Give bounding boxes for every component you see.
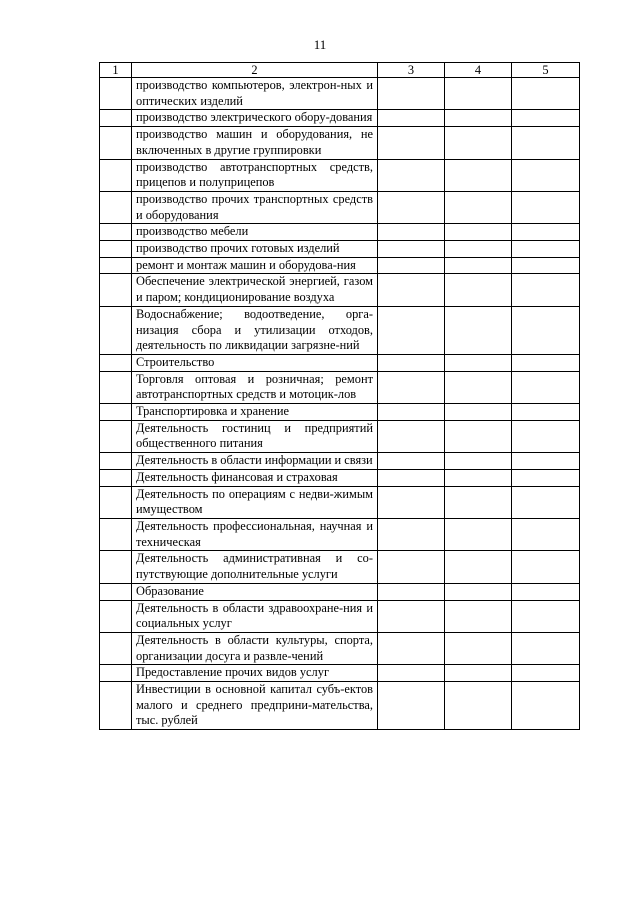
row-description: производство машин и оборудования, не включенных в другие группировки: [132, 127, 378, 159]
table-cell-col-5: [512, 127, 580, 159]
table-row: [100, 354, 580, 371]
table-cell-col-4: [445, 306, 512, 354]
row-description: Деятельность гостиниц и предприятий общественного питания: [132, 420, 378, 452]
table-cell-col-4: [445, 551, 512, 583]
table-cell-col-4: [445, 241, 512, 258]
table-cell-col-1: [100, 583, 132, 600]
table-cell-col-1: [100, 159, 132, 191]
table-cell-col-1: [100, 306, 132, 354]
table-cell-col-5: [512, 600, 580, 632]
table-cell-col-3: [378, 665, 445, 682]
table-cell-col-1: [100, 224, 132, 241]
table-cell-col-4: [445, 191, 512, 223]
row-description: Инвестиции в основной капитал субъ-ектов малого и среднего предприни-мательства, тыс. рублей: [132, 682, 378, 730]
page-number: 11: [313, 37, 327, 52]
table-cell-col-5: [512, 354, 580, 371]
table-row: [100, 665, 580, 682]
table-row: [100, 274, 580, 306]
table-cell-col-1: [100, 682, 132, 730]
table-cell-col-1: [100, 274, 132, 306]
table-header-row: [100, 63, 580, 78]
table-cell-col-3: [378, 110, 445, 127]
row-description: Предоставление прочих видов услуг: [132, 665, 378, 682]
table-cell-col-3: [378, 518, 445, 550]
table-row: [100, 632, 580, 664]
table-cell-col-3: [378, 682, 445, 730]
table-cell-col-1: [100, 257, 132, 274]
table-cell-col-5: [512, 632, 580, 664]
table-cell-col-1: [100, 453, 132, 470]
table-cell-col-5: [512, 551, 580, 583]
table-cell-col-5: [512, 306, 580, 354]
row-description: Деятельность профессиональная, научная и техническая: [132, 518, 378, 550]
table-cell-col-4: [445, 486, 512, 518]
table-cell-col-5: [512, 518, 580, 550]
table-cell-col-3: [378, 241, 445, 258]
table-row: [100, 371, 580, 403]
table-cell-col-5: [512, 224, 580, 241]
table-cell-col-5: [512, 404, 580, 421]
table-cell-col-5: [512, 371, 580, 403]
row-description: Торговля оптовая и розничная; ремонт автотранспортных средств и мотоцик-лов: [132, 371, 378, 403]
column-header-1: 1: [100, 63, 132, 78]
table-cell-col-4: [445, 159, 512, 191]
table-row: [100, 257, 580, 274]
row-description: производство электрического обору-дования: [132, 110, 378, 127]
table-cell-col-1: [100, 518, 132, 550]
table-row: [100, 551, 580, 583]
row-description: производство мебели: [132, 224, 378, 241]
table-cell-col-3: [378, 78, 445, 110]
table-row: [100, 600, 580, 632]
table-cell-col-3: [378, 354, 445, 371]
column-header-3: 3: [378, 63, 445, 78]
table-cell-col-4: [445, 632, 512, 664]
row-description: Обеспечение электрической энергией, газом и паром; кондиционирование воздуха: [132, 274, 378, 306]
row-description: Деятельность в области здравоохране-ния и социальных услуг: [132, 600, 378, 632]
table-cell-col-4: [445, 127, 512, 159]
table-row: [100, 127, 580, 159]
table-cell-col-1: [100, 110, 132, 127]
table-cell-col-4: [445, 404, 512, 421]
table-row: [100, 224, 580, 241]
table-cell-col-4: [445, 78, 512, 110]
table-cell-col-5: [512, 469, 580, 486]
table-cell-col-3: [378, 632, 445, 664]
table-row: [100, 78, 580, 110]
table-cell-col-3: [378, 404, 445, 421]
table-row: [100, 159, 580, 191]
row-description: Деятельность в области информации и связи: [132, 453, 378, 470]
table-cell-col-4: [445, 224, 512, 241]
table-cell-col-1: [100, 486, 132, 518]
table-cell-col-3: [378, 453, 445, 470]
table-cell-col-1: [100, 241, 132, 258]
table-row: [100, 110, 580, 127]
table-cell-col-5: [512, 583, 580, 600]
table-cell-col-3: [378, 127, 445, 159]
row-description: производство автотранспортных средств, прицепов и полуприцепов: [132, 159, 378, 191]
table-cell-col-1: [100, 127, 132, 159]
table-cell-col-3: [378, 600, 445, 632]
table-cell-col-5: [512, 241, 580, 258]
table-cell-col-3: [378, 191, 445, 223]
table-cell-col-4: [445, 274, 512, 306]
table-row: [100, 682, 580, 730]
table-cell-col-3: [378, 486, 445, 518]
table-cell-col-1: [100, 632, 132, 664]
table-cell-col-1: [100, 78, 132, 110]
table-row: [100, 191, 580, 223]
table-body: [100, 78, 580, 730]
row-description: производство прочих готовых изделий: [132, 241, 378, 258]
table-cell-col-1: [100, 665, 132, 682]
table-cell-col-5: [512, 191, 580, 223]
table-cell-col-4: [445, 600, 512, 632]
table-row: [100, 486, 580, 518]
table-row: [100, 469, 580, 486]
table-cell-col-3: [378, 583, 445, 600]
table-row: [100, 453, 580, 470]
table-cell-col-5: [512, 159, 580, 191]
column-header-2: 2: [132, 63, 378, 78]
table-cell-col-4: [445, 682, 512, 730]
table-cell-col-3: [378, 274, 445, 306]
row-description: Транспортировка и хранение: [132, 404, 378, 421]
table-cell-col-5: [512, 110, 580, 127]
table-cell-col-3: [378, 159, 445, 191]
table-cell-col-3: [378, 469, 445, 486]
table-cell-col-4: [445, 354, 512, 371]
table-cell-col-4: [445, 371, 512, 403]
table-cell-col-3: [378, 224, 445, 241]
table-cell-col-1: [100, 371, 132, 403]
row-description: Деятельность по операциям с недви-жимым имуществом: [132, 486, 378, 518]
row-description: Образование: [132, 583, 378, 600]
table-cell-col-1: [100, 354, 132, 371]
table-row: [100, 518, 580, 550]
table-cell-col-1: [100, 469, 132, 486]
table-cell-col-1: [100, 404, 132, 421]
table-cell-col-5: [512, 420, 580, 452]
table-cell-col-1: [100, 191, 132, 223]
table-cell-col-4: [445, 453, 512, 470]
table-cell-col-4: [445, 469, 512, 486]
table-cell-col-4: [445, 420, 512, 452]
table-cell-col-1: [100, 551, 132, 583]
table-cell-col-1: [100, 600, 132, 632]
table-cell-col-4: [445, 257, 512, 274]
table-cell-col-4: [445, 665, 512, 682]
table-cell-col-5: [512, 453, 580, 470]
table-cell-col-5: [512, 486, 580, 518]
table-row: [100, 241, 580, 258]
table-cell-col-5: [512, 682, 580, 730]
table-row: [100, 404, 580, 421]
table-cell-col-3: [378, 257, 445, 274]
column-header-4: 4: [445, 63, 512, 78]
table-cell-col-5: [512, 257, 580, 274]
statistics-table: [99, 62, 580, 730]
row-description: Деятельность финансовая и страховая: [132, 469, 378, 486]
row-description: производство прочих транспортных средств и оборудования: [132, 191, 378, 223]
table-cell-col-4: [445, 110, 512, 127]
row-description: Деятельность в области культуры, спорта, организации досуга и развле-чений: [132, 632, 378, 664]
table-row: [100, 306, 580, 354]
row-description: производство компьютеров, электрон-ных и оптических изделий: [132, 78, 378, 110]
table-cell-col-5: [512, 665, 580, 682]
row-description: ремонт и монтаж машин и оборудова-ния: [132, 257, 378, 274]
table-cell-col-4: [445, 583, 512, 600]
row-description: Деятельность административная и со-путствующие дополнительные услуги: [132, 551, 378, 583]
table-cell-col-3: [378, 306, 445, 354]
row-description: Водоснабжение; водоотведение, орга-низация сбора и утилизации отходов, деятельность по ликвидации загрязне-ний: [132, 306, 378, 354]
table-cell-col-1: [100, 420, 132, 452]
table-cell-col-3: [378, 551, 445, 583]
table-cell-col-5: [512, 274, 580, 306]
table-row: [100, 420, 580, 452]
row-description: Строительство: [132, 354, 378, 371]
table-cell-col-3: [378, 420, 445, 452]
table-row: [100, 583, 580, 600]
table-cell-col-4: [445, 518, 512, 550]
table-cell-col-5: [512, 78, 580, 110]
column-header-5: 5: [512, 63, 580, 78]
table-cell-col-3: [378, 371, 445, 403]
